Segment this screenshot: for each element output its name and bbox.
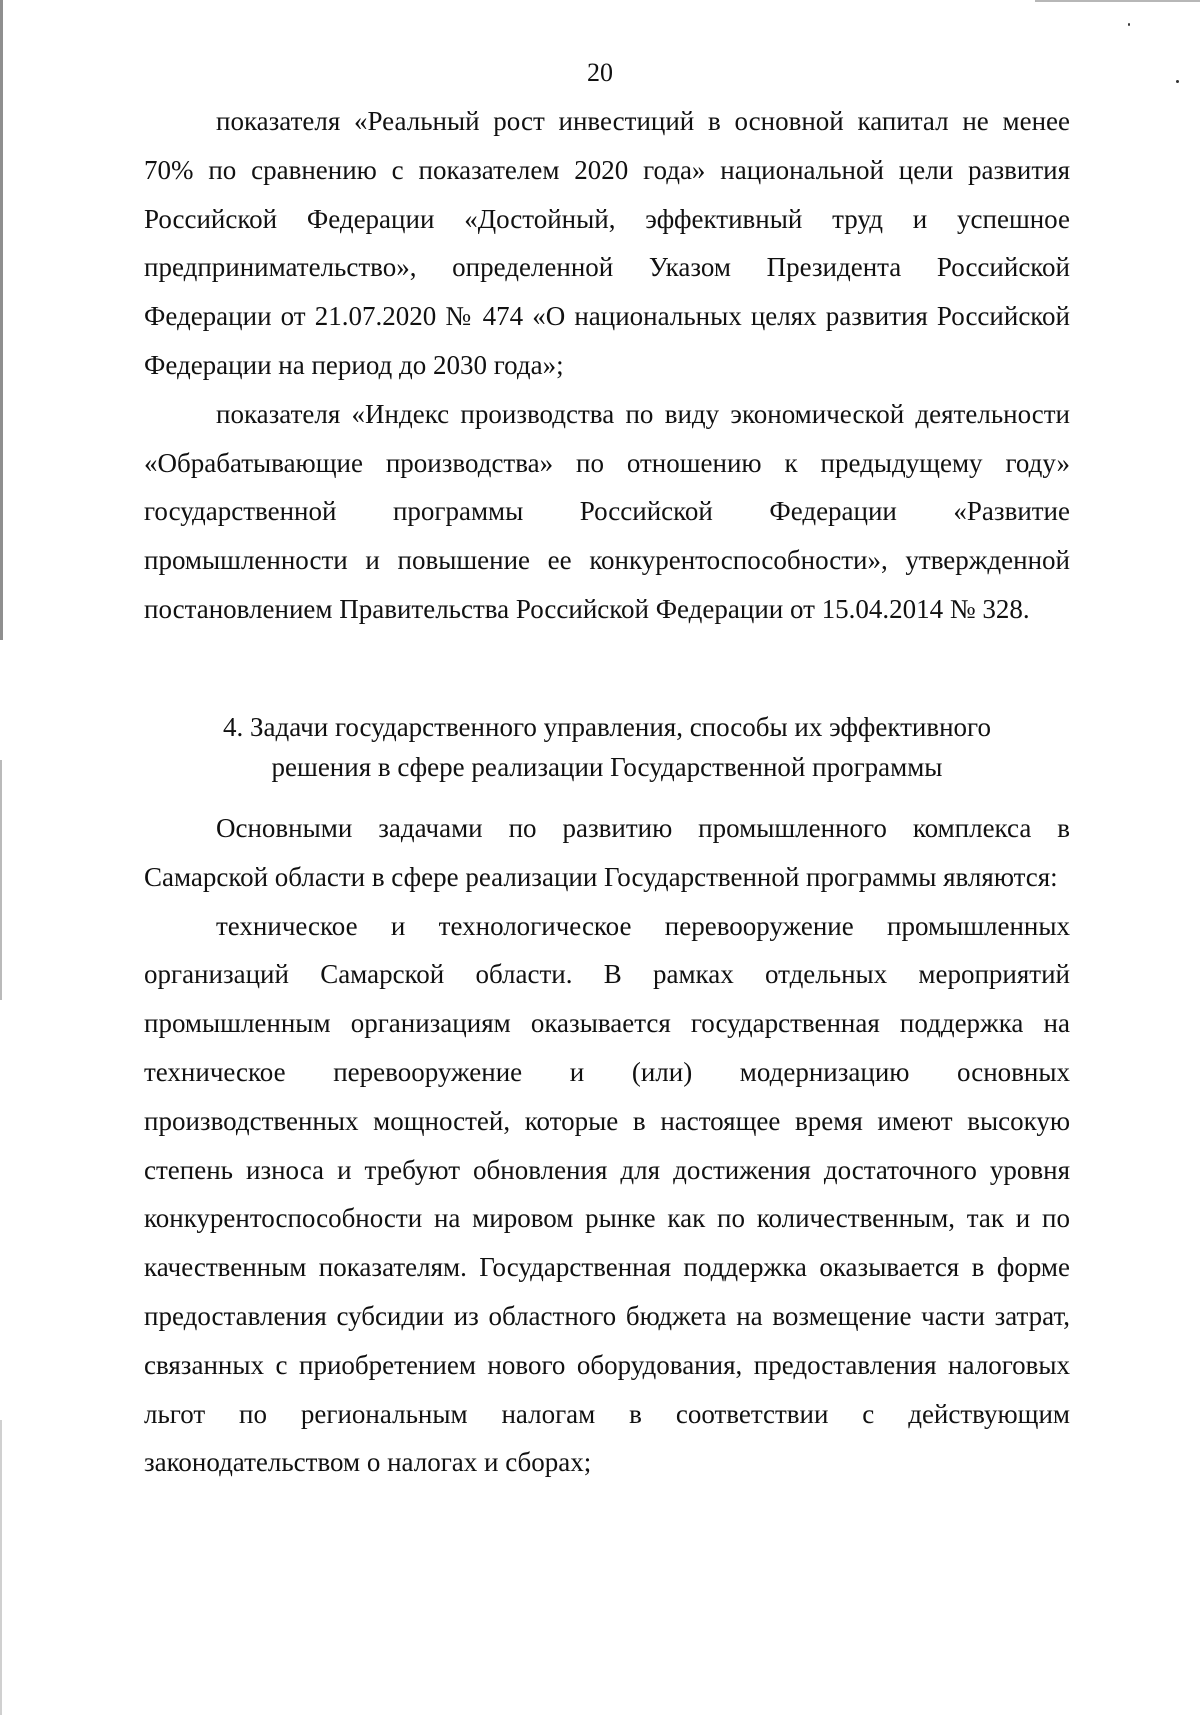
page-number: 20: [587, 58, 613, 87]
scan-speck: [1128, 23, 1130, 26]
section-heading-line-2: решения в сфере реализации Государственной программы: [271, 752, 943, 782]
body-text-top: [144, 97, 1070, 634]
paragraph: показателя «Реальный рост инвестиций в основной капитал не менее 70% по сравнению с показателем 2020 года» национальной цели развития Российской Федерации «Достойный, эффективный труд и успешное предпринимательство», определенной Указом Президента Российской Федерации от 21.07.2020 № 474 «О национальных целях развития Российской Федерации на период до 2030 года»;: [144, 106, 1070, 380]
scan-edge-mark: [0, 760, 2, 1000]
section-heading: [144, 707, 1070, 787]
scan-edge-mark: [0, 1420, 2, 1715]
body-text-bottom: [144, 804, 1070, 1487]
paragraph: показателя «Индекс производства по виду экономической деятельности «Обрабатывающие производства» по отношению к предыдущему году» государственной программы Российской Федерации «Развитие промышленности и повышение ее конкурентоспособности», утвержденной постановлением Правительства Российской Федерации от 15.04.2014 № 328.: [144, 398, 1070, 624]
paragraph: техническое и технологическое перевооружение промышленных организаций Самарской области. В рамках отдельных мероприятий промышленным организациям оказывается государственная поддержка на техническое перевооружение и (или) модернизацию основных производственных мощностей, которые в настоящее время имеют высокую степень износа и требуют обновления для достижения достаточного уровня конкурентоспособности на мировом рынке как по количественным, так и по качественным показателям. Государственная поддержка оказывается в форме предоставления субсидии из областного бюджета на возмещение части затрат, связанных с приобретением нового оборудования, предоставления налоговых льгот по региональным налогам в соответствии с действующим законодательством о налогах и сборах;: [144, 910, 1070, 1478]
scan-edge-mark: [0, 0, 3, 640]
section-heading-line-1: 4. Задачи государственного управления, способы их эффективного: [223, 712, 991, 742]
scan-top-edge-mark: [1035, 0, 1200, 2]
paragraph: Основными задачами по развитию промышленного комплекса в Самарской области в сфере реализации Государственной программы являются:: [144, 813, 1070, 892]
